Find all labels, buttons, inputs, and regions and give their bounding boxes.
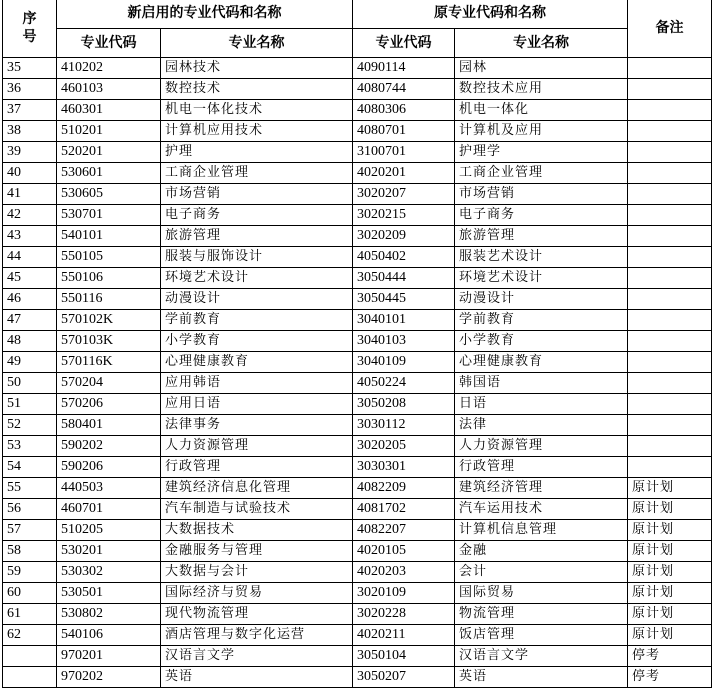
table-row bbox=[3, 541, 712, 562]
table-row bbox=[3, 289, 712, 310]
old-code-cell: 4080744 bbox=[353, 79, 455, 100]
seq-cell: 47 bbox=[3, 310, 57, 331]
new-name-cell: 金融服务与管理 bbox=[161, 541, 353, 562]
old-code-cell: 3020209 bbox=[353, 226, 455, 247]
table-row bbox=[3, 478, 712, 499]
old-name-cell: 动漫设计 bbox=[455, 289, 628, 310]
new-name-cell: 数控技术 bbox=[161, 79, 353, 100]
new-name-cell: 旅游管理 bbox=[161, 226, 353, 247]
table-row bbox=[3, 163, 712, 184]
old-code-cell: 4082209 bbox=[353, 478, 455, 499]
remark-cell bbox=[628, 310, 712, 331]
old-code-cell: 3100701 bbox=[353, 142, 455, 163]
new-name-cell: 机电一体化技术 bbox=[161, 100, 353, 121]
remark-cell bbox=[628, 331, 712, 352]
old-name-cell: 计算机信息管理 bbox=[455, 520, 628, 541]
seq-cell: 50 bbox=[3, 373, 57, 394]
seq-cell: 56 bbox=[3, 499, 57, 520]
table-row bbox=[3, 499, 712, 520]
old-name-cell: 园林 bbox=[455, 58, 628, 79]
table-row bbox=[3, 625, 712, 646]
new-name-cell: 服装与服饰设计 bbox=[161, 247, 353, 268]
old-name-cell: 电子商务 bbox=[455, 205, 628, 226]
remark-cell bbox=[628, 394, 712, 415]
old-name-cell: 金融 bbox=[455, 541, 628, 562]
table-row bbox=[3, 562, 712, 583]
remark-cell: 原计划 bbox=[628, 604, 712, 625]
table-row bbox=[3, 583, 712, 604]
remark-cell bbox=[628, 79, 712, 100]
old-name-cell: 英语 bbox=[455, 667, 628, 688]
remark-cell: 原计划 bbox=[628, 625, 712, 646]
remark-cell bbox=[628, 163, 712, 184]
seq-cell bbox=[3, 646, 57, 667]
remark-cell bbox=[628, 352, 712, 373]
remark-cell bbox=[628, 373, 712, 394]
new-code-cell: 550106 bbox=[57, 268, 161, 289]
old-name-cell: 建筑经济管理 bbox=[455, 478, 628, 499]
seq-cell: 37 bbox=[3, 100, 57, 121]
seq-cell: 38 bbox=[3, 121, 57, 142]
seq-cell: 43 bbox=[3, 226, 57, 247]
new-code-cell: 570116K bbox=[57, 352, 161, 373]
seq-header-text: 序号 bbox=[22, 11, 37, 45]
remark-cell bbox=[628, 58, 712, 79]
seq-cell: 41 bbox=[3, 184, 57, 205]
old-name-cell: 机电一体化 bbox=[455, 100, 628, 121]
remark-cell: 原计划 bbox=[628, 583, 712, 604]
old-code-cell: 4020211 bbox=[353, 625, 455, 646]
remark-cell bbox=[628, 226, 712, 247]
new-name-cell: 汽车制造与试验技术 bbox=[161, 499, 353, 520]
seq-cell: 48 bbox=[3, 331, 57, 352]
remark-cell: 原计划 bbox=[628, 478, 712, 499]
new-name-cell: 大数据技术 bbox=[161, 520, 353, 541]
remark-cell bbox=[628, 268, 712, 289]
new-name-header: 专业名称 bbox=[161, 29, 353, 58]
new-code-cell: 530605 bbox=[57, 184, 161, 205]
new-code-cell: 510205 bbox=[57, 520, 161, 541]
new-code-cell: 570103K bbox=[57, 331, 161, 352]
table-row bbox=[3, 436, 712, 457]
table-row bbox=[3, 247, 712, 268]
new-name-cell: 应用韩语 bbox=[161, 373, 353, 394]
seq-cell: 57 bbox=[3, 520, 57, 541]
old-name-cell: 会计 bbox=[455, 562, 628, 583]
table-body bbox=[3, 58, 712, 688]
table-row bbox=[3, 79, 712, 100]
remark-cell: 停考 bbox=[628, 646, 712, 667]
new-name-cell: 汉语言文学 bbox=[161, 646, 353, 667]
new-code-cell: 570204 bbox=[57, 373, 161, 394]
new-code-cell: 530501 bbox=[57, 583, 161, 604]
old-code-cell: 3030301 bbox=[353, 457, 455, 478]
old-name-cell: 服装艺术设计 bbox=[455, 247, 628, 268]
table-row bbox=[3, 457, 712, 478]
table-row bbox=[3, 226, 712, 247]
new-name-cell: 人力资源管理 bbox=[161, 436, 353, 457]
seq-header bbox=[3, 0, 57, 58]
old-code-cell: 4050402 bbox=[353, 247, 455, 268]
old-name-cell: 小学教育 bbox=[455, 331, 628, 352]
seq-cell: 49 bbox=[3, 352, 57, 373]
old-code-cell: 3020207 bbox=[353, 184, 455, 205]
table-row bbox=[3, 310, 712, 331]
old-code-cell: 3020215 bbox=[353, 205, 455, 226]
table-row bbox=[3, 352, 712, 373]
old-code-cell: 4020105 bbox=[353, 541, 455, 562]
old-code-cell: 4081702 bbox=[353, 499, 455, 520]
old-name-cell: 人力资源管理 bbox=[455, 436, 628, 457]
new-name-cell: 酒店管理与数字化运营 bbox=[161, 625, 353, 646]
new-code-cell: 460301 bbox=[57, 100, 161, 121]
seq-cell: 42 bbox=[3, 205, 57, 226]
remark-cell: 原计划 bbox=[628, 562, 712, 583]
seq-cell: 52 bbox=[3, 415, 57, 436]
table-row bbox=[3, 667, 712, 688]
new-code-cell: 970201 bbox=[57, 646, 161, 667]
old-name-cell: 护理学 bbox=[455, 142, 628, 163]
old-name-cell: 计算机及应用 bbox=[455, 121, 628, 142]
old-name-cell: 工商企业管理 bbox=[455, 163, 628, 184]
seq-cell: 39 bbox=[3, 142, 57, 163]
new-name-cell: 小学教育 bbox=[161, 331, 353, 352]
table-row bbox=[3, 142, 712, 163]
seq-cell: 44 bbox=[3, 247, 57, 268]
new-code-cell: 550116 bbox=[57, 289, 161, 310]
table-row bbox=[3, 604, 712, 625]
new-code-cell: 590202 bbox=[57, 436, 161, 457]
remark-cell bbox=[628, 415, 712, 436]
seq-cell: 62 bbox=[3, 625, 57, 646]
old-name-cell: 物流管理 bbox=[455, 604, 628, 625]
remark-cell: 原计划 bbox=[628, 541, 712, 562]
seq-cell: 60 bbox=[3, 583, 57, 604]
old-code-header: 专业代码 bbox=[353, 29, 455, 58]
table-row bbox=[3, 373, 712, 394]
new-name-cell: 学前教育 bbox=[161, 310, 353, 331]
old-code-cell: 3050208 bbox=[353, 394, 455, 415]
new-code-cell: 530302 bbox=[57, 562, 161, 583]
old-code-cell: 3050104 bbox=[353, 646, 455, 667]
seq-cell: 59 bbox=[3, 562, 57, 583]
new-name-cell: 现代物流管理 bbox=[161, 604, 353, 625]
table-row bbox=[3, 205, 712, 226]
table-row bbox=[3, 58, 712, 79]
seq-cell: 61 bbox=[3, 604, 57, 625]
remark-header: 备注 bbox=[628, 0, 712, 58]
new-code-cell: 570102K bbox=[57, 310, 161, 331]
remark-cell bbox=[628, 457, 712, 478]
remark-cell bbox=[628, 121, 712, 142]
new-name-cell: 心理健康教育 bbox=[161, 352, 353, 373]
remark-cell: 停考 bbox=[628, 667, 712, 688]
seq-cell: 58 bbox=[3, 541, 57, 562]
old-name-cell: 汽车运用技术 bbox=[455, 499, 628, 520]
new-name-cell: 园林技术 bbox=[161, 58, 353, 79]
seq-cell: 45 bbox=[3, 268, 57, 289]
old-name-cell: 学前教育 bbox=[455, 310, 628, 331]
new-code-header: 专业代码 bbox=[57, 29, 161, 58]
remark-cell bbox=[628, 142, 712, 163]
seq-cell: 55 bbox=[3, 478, 57, 499]
old-name-cell: 市场营销 bbox=[455, 184, 628, 205]
old-name-header: 专业名称 bbox=[455, 29, 628, 58]
new-name-cell: 工商企业管理 bbox=[161, 163, 353, 184]
old-code-cell: 3020109 bbox=[353, 583, 455, 604]
seq-cell: 46 bbox=[3, 289, 57, 310]
major-code-table bbox=[2, 0, 712, 688]
old-name-cell: 韩国语 bbox=[455, 373, 628, 394]
old-code-cell: 4082207 bbox=[353, 520, 455, 541]
old-name-cell: 心理健康教育 bbox=[455, 352, 628, 373]
table-row bbox=[3, 394, 712, 415]
new-name-cell: 市场营销 bbox=[161, 184, 353, 205]
new-code-cell: 540101 bbox=[57, 226, 161, 247]
remark-cell bbox=[628, 184, 712, 205]
old-code-cell: 3040101 bbox=[353, 310, 455, 331]
remark-cell bbox=[628, 436, 712, 457]
new-code-cell: 530201 bbox=[57, 541, 161, 562]
new-name-cell: 动漫设计 bbox=[161, 289, 353, 310]
remark-cell: 原计划 bbox=[628, 499, 712, 520]
new-code-cell: 440503 bbox=[57, 478, 161, 499]
old-code-cell: 3030112 bbox=[353, 415, 455, 436]
new-name-cell: 应用日语 bbox=[161, 394, 353, 415]
old-name-cell: 汉语言文学 bbox=[455, 646, 628, 667]
new-name-cell: 计算机应用技术 bbox=[161, 121, 353, 142]
new-name-cell: 建筑经济信息化管理 bbox=[161, 478, 353, 499]
table-row bbox=[3, 415, 712, 436]
seq-cell: 54 bbox=[3, 457, 57, 478]
table-row bbox=[3, 100, 712, 121]
seq-cell: 36 bbox=[3, 79, 57, 100]
new-name-cell: 法律事务 bbox=[161, 415, 353, 436]
old-name-cell: 法律 bbox=[455, 415, 628, 436]
new-code-cell: 570206 bbox=[57, 394, 161, 415]
old-code-cell: 4090114 bbox=[353, 58, 455, 79]
old-name-cell: 饭店管理 bbox=[455, 625, 628, 646]
new-code-cell: 970202 bbox=[57, 667, 161, 688]
new-code-cell: 530802 bbox=[57, 604, 161, 625]
seq-cell: 51 bbox=[3, 394, 57, 415]
new-name-cell: 大数据与会计 bbox=[161, 562, 353, 583]
seq-cell: 40 bbox=[3, 163, 57, 184]
old-name-cell: 旅游管理 bbox=[455, 226, 628, 247]
new-code-cell: 550105 bbox=[57, 247, 161, 268]
seq-cell bbox=[3, 667, 57, 688]
old-code-cell: 3050445 bbox=[353, 289, 455, 310]
seq-cell: 35 bbox=[3, 58, 57, 79]
new-code-cell: 460103 bbox=[57, 79, 161, 100]
table-row bbox=[3, 520, 712, 541]
new-code-cell: 520201 bbox=[57, 142, 161, 163]
old-name-cell: 数控技术应用 bbox=[455, 79, 628, 100]
new-code-cell: 530701 bbox=[57, 205, 161, 226]
old-code-cell: 3020228 bbox=[353, 604, 455, 625]
old-code-cell: 3020205 bbox=[353, 436, 455, 457]
old-code-cell: 4080701 bbox=[353, 121, 455, 142]
new-name-cell: 护理 bbox=[161, 142, 353, 163]
old-code-cell: 4020201 bbox=[353, 163, 455, 184]
table-row bbox=[3, 331, 712, 352]
remark-cell: 原计划 bbox=[628, 520, 712, 541]
remark-cell bbox=[628, 100, 712, 121]
new-code-cell: 510201 bbox=[57, 121, 161, 142]
old-code-cell: 3050444 bbox=[353, 268, 455, 289]
old-code-cell: 4020203 bbox=[353, 562, 455, 583]
table-row bbox=[3, 646, 712, 667]
old-code-cell: 4050224 bbox=[353, 373, 455, 394]
old-code-cell: 3040109 bbox=[353, 352, 455, 373]
new-code-cell: 410202 bbox=[57, 58, 161, 79]
new-name-cell: 国际经济与贸易 bbox=[161, 583, 353, 604]
new-name-cell: 电子商务 bbox=[161, 205, 353, 226]
old-code-cell: 4080306 bbox=[353, 100, 455, 121]
remark-cell bbox=[628, 205, 712, 226]
old-name-cell: 环境艺术设计 bbox=[455, 268, 628, 289]
new-code-cell: 580401 bbox=[57, 415, 161, 436]
old-name-cell: 国际贸易 bbox=[455, 583, 628, 604]
table-row bbox=[3, 184, 712, 205]
old-code-cell: 3050207 bbox=[353, 667, 455, 688]
new-code-cell: 530601 bbox=[57, 163, 161, 184]
remark-cell bbox=[628, 247, 712, 268]
new-name-cell: 英语 bbox=[161, 667, 353, 688]
table-row bbox=[3, 268, 712, 289]
new-major-group-header: 新启用的专业代码和名称 bbox=[57, 0, 353, 29]
table-row bbox=[3, 121, 712, 142]
new-code-cell: 460701 bbox=[57, 499, 161, 520]
remark-cell bbox=[628, 289, 712, 310]
old-code-cell: 3040103 bbox=[353, 331, 455, 352]
new-name-cell: 行政管理 bbox=[161, 457, 353, 478]
new-code-cell: 590206 bbox=[57, 457, 161, 478]
old-name-cell: 日语 bbox=[455, 394, 628, 415]
new-code-cell: 540106 bbox=[57, 625, 161, 646]
old-major-group-header: 原专业代码和名称 bbox=[353, 0, 628, 29]
old-name-cell: 行政管理 bbox=[455, 457, 628, 478]
new-name-cell: 环境艺术设计 bbox=[161, 268, 353, 289]
seq-cell: 53 bbox=[3, 436, 57, 457]
